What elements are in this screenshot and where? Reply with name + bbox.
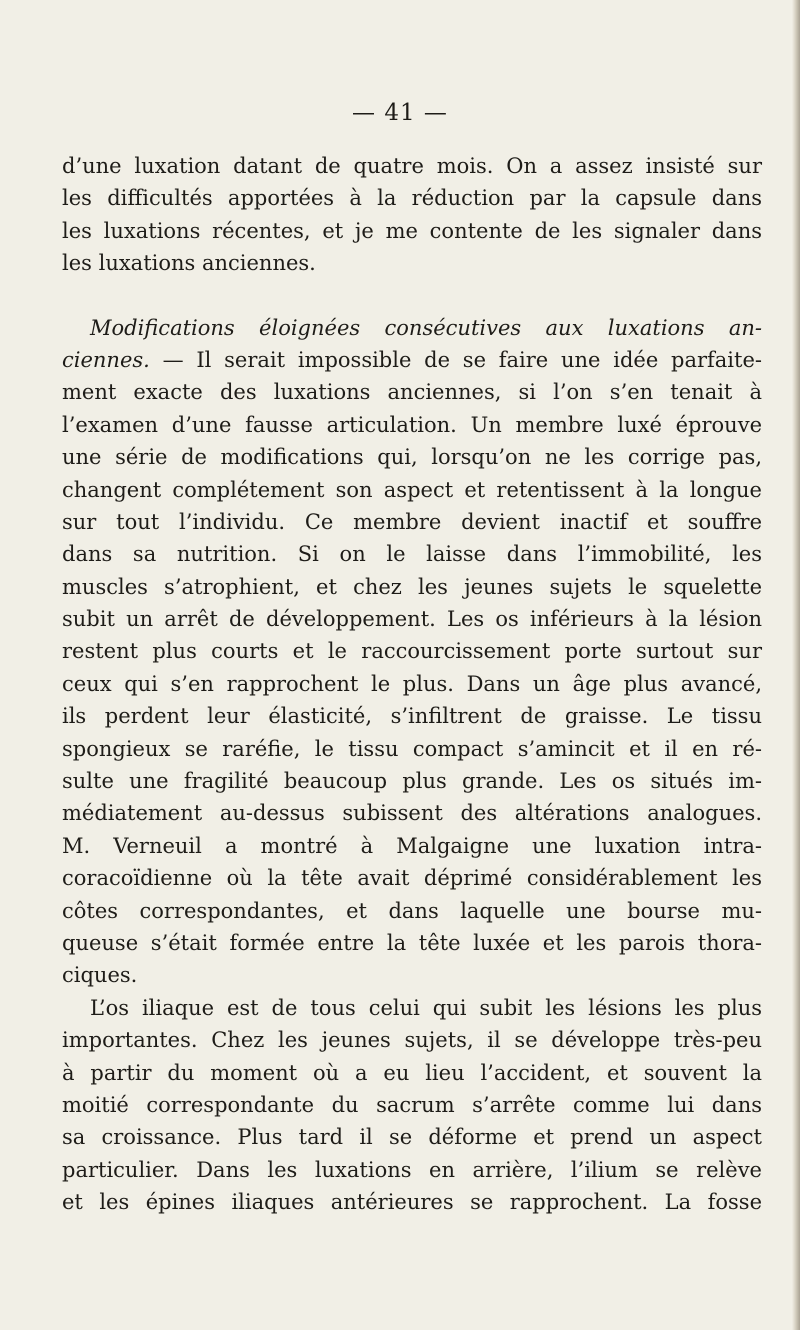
- page-edge-shadow: [792, 0, 800, 1330]
- text-line: l’examen d’une fausse articulation. Un membre luxé éprouve: [62, 412, 762, 437]
- section-heading: Modifications éloignées consécutives aux luxations an-: [90, 315, 762, 340]
- text-line: queuse s’était formée entre la tête luxée et les parois thora-: [62, 930, 762, 955]
- text-line: les difficultés apportées à la réduction par la capsule dans: [62, 186, 762, 211]
- text-line: médiatement au-dessus subissent des altérations analogues.: [62, 801, 762, 826]
- heading-continuation-line: [62, 344, 762, 376]
- text-line: sur tout l’individu. Ce membre devient inactif et souffre: [62, 509, 762, 534]
- text-line: M. Verneuil a montré à Malgaigne une luxation intra-: [62, 833, 762, 858]
- paragraph-3: [62, 992, 762, 1219]
- text-line: particulier. Dans les luxations en arrière, l’ilium se relève: [62, 1157, 762, 1182]
- text-line: subit un arrêt de développement. Les os inférieurs à la lésion: [62, 607, 762, 632]
- text-line: spongieux se raréfie, le tissu compact s’amincit et il en ré-: [62, 736, 762, 761]
- text-line: les luxations anciennes.: [62, 251, 316, 276]
- text-line: restent plus courts et le raccourcissement porte surtout sur: [62, 639, 762, 664]
- page-number: — 41 —: [352, 100, 448, 126]
- text-line: moitié correspondante du sacrum s’arrête comme lui dans: [62, 1092, 762, 1117]
- text-line: dans sa nutrition. Si on le laisse dans l’immobilité, les: [62, 542, 762, 567]
- text-line: sa croissance. Plus tard il se déforme et prend un aspect: [62, 1125, 762, 1150]
- text-line: ceux qui s’en rapprochent le plus. Dans un âge plus avancé,: [62, 671, 762, 696]
- paragraph-2: [62, 312, 762, 992]
- text-line: sulte une fragilité beaucoup plus grande. Les os situés im-: [62, 769, 762, 794]
- body-text: [62, 150, 762, 1219]
- text-line: muscles s’atrophient, et chez les jeunes sujets le squelette: [62, 574, 762, 599]
- text-line: ils perdent leur élasticité, s’infiltrent de graisse. Le tissu: [62, 704, 762, 729]
- text-line: à partir du moment où a eu lieu l’accident, et souvent la: [62, 1060, 762, 1085]
- first-line-rest: — Il serait impossible de se faire une idée parfaite-: [149, 347, 762, 372]
- text-line: changent complétement son aspect et retentissent à la longue: [62, 477, 762, 502]
- text-line: importantes. Chez les jeunes sujets, il se développe très-peu: [62, 1028, 762, 1053]
- text-line: et les épines iliaques antérieures se rapprochent. La fosse: [62, 1190, 762, 1215]
- text-line: coracoïdienne où la tête avait déprimé considérablement les: [62, 866, 762, 891]
- text-line: côtes correspondantes, et dans laquelle une bourse mu-: [62, 898, 762, 923]
- text-line: une série de modifications qui, lorsqu’on ne les corrige pas,: [62, 445, 762, 470]
- text-line: L’os iliaque est de tous celui qui subit les lésions les plus: [90, 995, 762, 1020]
- paragraph-gap: [62, 280, 762, 312]
- text-line: les luxations récentes, et je me contente de les signaler dans: [62, 218, 762, 243]
- text-line: ment exacte des luxations anciennes, si l’on s’en tenait à: [62, 380, 762, 405]
- text-line: ciques.: [62, 963, 138, 988]
- section-heading-end: ciennes.: [62, 347, 150, 372]
- paragraph-1: [62, 150, 762, 280]
- text-line: d’une luxation datant de quatre mois. On a assez insisté sur: [62, 154, 762, 178]
